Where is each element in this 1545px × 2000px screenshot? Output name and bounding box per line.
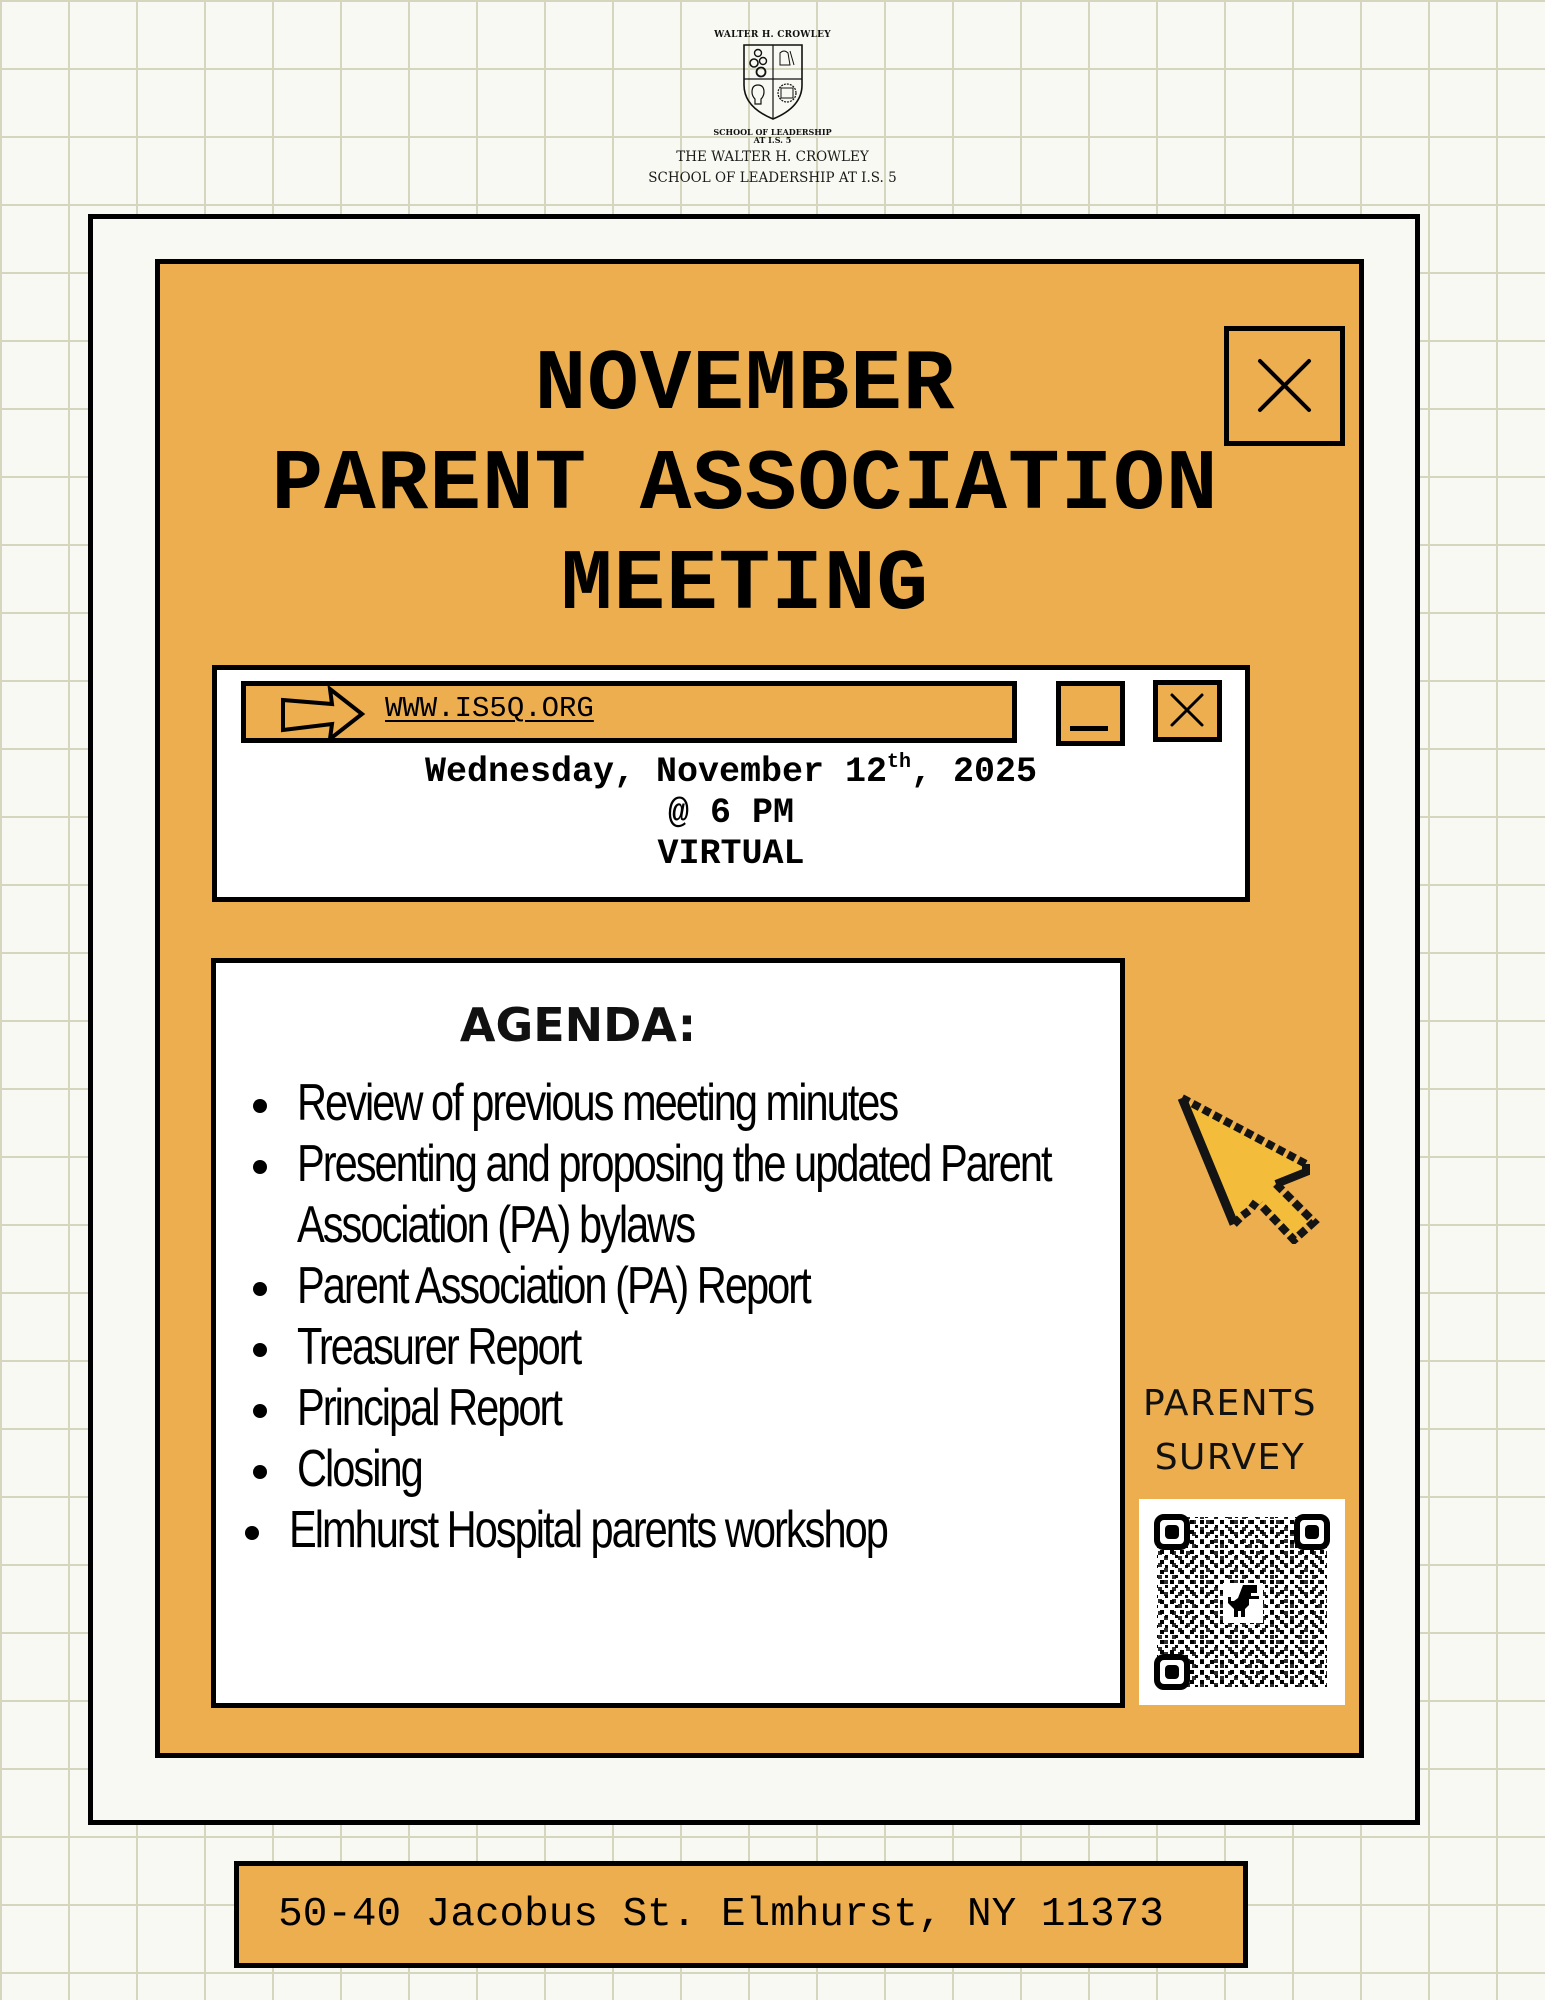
survey-label-line2: SURVEY xyxy=(1154,1437,1306,1478)
agenda-item xyxy=(245,1317,1115,1378)
agenda-item-text: Closing xyxy=(297,1440,422,1498)
close-icon xyxy=(1229,331,1340,441)
agenda-item-text: Treasurer Report xyxy=(297,1318,581,1376)
event-details xyxy=(217,752,1245,875)
mouse-pointer-icon xyxy=(1176,1094,1328,1244)
minimize-icon xyxy=(1070,726,1108,731)
minimize-button[interactable] xyxy=(1056,681,1125,746)
logo-top-text: WALTER H. CROWLEY xyxy=(714,30,831,40)
agenda-item-text: Parent Association (PA) Report xyxy=(297,1257,810,1315)
logo-bottom-line1: SCHOOL OF LEADERSHIP xyxy=(713,127,832,137)
survey-label-line1: PARENTS xyxy=(1142,1383,1318,1424)
agenda-list xyxy=(245,1073,1115,1561)
close-icon xyxy=(1158,685,1217,737)
school-name-line2: SCHOOL OF LEADERSHIP AT I.S. 5 xyxy=(648,170,897,186)
school-name xyxy=(560,147,985,189)
agenda-item xyxy=(237,1500,1115,1561)
logo-bottom-text xyxy=(700,128,845,144)
agenda-item-text: Elmhurst Hospital parents workshop xyxy=(289,1501,887,1559)
survey-qr-code[interactable] xyxy=(1139,1499,1345,1705)
title-line-2: PARENT ASSOCIATION xyxy=(271,436,1219,534)
event-location: VIRTUAL xyxy=(657,834,805,874)
agenda-item-text: Review of previous meeting minutes xyxy=(297,1074,898,1132)
agenda-item xyxy=(245,1256,1115,1317)
title-line-1: NOVEMBER xyxy=(534,336,956,434)
school-logo xyxy=(700,28,845,158)
qr-code-icon xyxy=(1139,1499,1345,1705)
right-arrow-icon xyxy=(280,686,366,742)
agenda-item-text: Presenting and proposing the updated Parent Association (PA) bylaws xyxy=(297,1135,1051,1254)
window-close-button[interactable] xyxy=(1224,326,1345,446)
website-link[interactable]: WWW.IS5Q.ORG xyxy=(385,692,594,725)
logo-bottom-line2: AT I.S. 5 xyxy=(753,135,792,145)
survey-label xyxy=(1130,1377,1330,1485)
page-title xyxy=(160,335,1330,635)
agenda-item-text: Principal Report xyxy=(297,1379,561,1437)
school-name-line1: THE WALTER H. CROWLEY xyxy=(676,149,869,165)
address-banner xyxy=(234,1861,1248,1968)
event-date-ordinal: th xyxy=(887,751,912,774)
address-text: 50-40 Jacobus St. Elmhurst, NY 11373 xyxy=(278,1891,1164,1938)
event-date-main: Wednesday, November 12 xyxy=(424,752,888,792)
school-crest-icon xyxy=(740,41,806,121)
event-time: @ 6 PM xyxy=(667,793,795,833)
agenda-heading-text: AGENDA: xyxy=(459,998,697,1052)
small-close-button[interactable] xyxy=(1153,680,1222,742)
agenda-item xyxy=(245,1073,1115,1134)
event-date xyxy=(217,752,1245,793)
agenda-item xyxy=(245,1439,1115,1500)
event-date-year: , 2025 xyxy=(911,752,1038,792)
title-line-3: MEETING xyxy=(560,536,930,634)
agenda-item xyxy=(245,1378,1115,1439)
agenda-item xyxy=(245,1134,1115,1256)
agenda-heading xyxy=(216,997,1120,1053)
